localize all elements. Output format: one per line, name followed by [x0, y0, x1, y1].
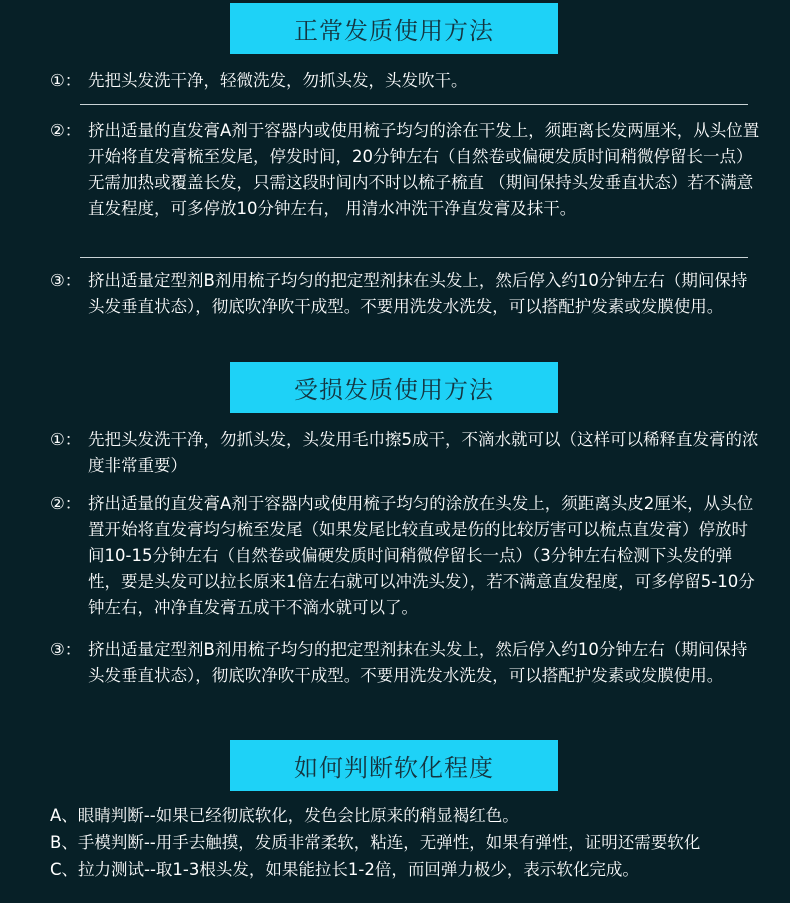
damaged-step-3 — [50, 637, 762, 689]
step-number: ①： — [50, 430, 82, 449]
step-text: 先把头发洗干净，轻微洗发，勿抓头发，头发吹干。 — [88, 71, 468, 90]
section-title-judge-softening: 如何判断软化程度 — [230, 740, 558, 791]
judge-item-b: B、手模判断--用手去触摸，发质非常柔软，粘连，无弹性，如果有弹性，证明还需要软化 — [50, 833, 701, 852]
damaged-step-1 — [50, 427, 762, 479]
normal-step-2 — [50, 118, 762, 222]
judge-item-a: A、眼睛判断--如果已经彻底软化，发色会比原来的稍显褐红色。 — [50, 806, 519, 825]
damaged-step-2 — [50, 491, 762, 621]
step-number: ②： — [50, 121, 82, 140]
divider — [80, 104, 748, 105]
step-number: ③： — [50, 271, 82, 290]
step-text: 挤出适量的直发膏A剂于容器内或使用梳子均匀的涂放在头发上，须距离头皮2厘米，从头位置开始将直发膏均匀梳至发尾（如果发尾比较直或是伤的比较厉害可以梳点直发膏）停放时间10-15分钟左右（自然卷或偏硬发质时间稍微停留长一点）（3分钟左右检测下头发的弹性，要是头发可以拉长原来1倍左右就可以冲洗头发），若不满意直发程度，可多停留5-10分钟左右，冲净直发膏五成干不滴水就可以了。 — [88, 494, 755, 617]
normal-step-1 — [50, 68, 762, 94]
judge-item-c: C、拉力测试--取1-3根头发，如果能拉长1-2倍，而回弹力极少，表示软化完成。 — [50, 860, 639, 879]
step-number: ①： — [50, 71, 82, 90]
step-text: 挤出适量定型剂B剂用梳子均匀的把定型剂抹在头发上，然后停入约10分钟左右（期间保持头发垂直状态），彻底吹净吹干成型。不要用洗发水洗发，可以搭配护发素或发膜使用。 — [88, 271, 748, 316]
step-text: 挤出适量定型剂B剂用梳子均匀的把定型剂抹在头发上，然后停入约10分钟左右（期间保持头发垂直状态），彻底吹净吹干成型。不要用洗发水洗发，可以搭配护发素或发膜使用。 — [88, 640, 748, 685]
step-number: ③： — [50, 640, 82, 659]
divider — [80, 257, 748, 258]
step-text: 挤出适量的直发膏A剂于容器内或使用梳子均匀的涂在干发上，须距离长发两厘米，从头位置开始将直发膏梳至发尾，停发时间，20分钟左右（自然卷或偏硬发质时间稍微停留长一点）无需加热或覆盖长发，只需这段时间内不时以梳子梳直 （期间保持头发垂直状态）若不满意直发程度，可多停放10分钟左右， 用清水冲洗干净直发膏及抹干。 — [88, 121, 760, 218]
normal-step-3 — [50, 268, 762, 320]
section-title-damaged-hair: 受损发质使用方法 — [230, 362, 558, 413]
section-title-normal-hair: 正常发质使用方法 — [230, 3, 558, 54]
step-text: 先把头发洗干净，勿抓头发，头发用毛巾擦5成干，不滴水就可以（这样可以稀释直发膏的浓度非常重要） — [88, 430, 759, 475]
step-number: ②： — [50, 494, 82, 513]
